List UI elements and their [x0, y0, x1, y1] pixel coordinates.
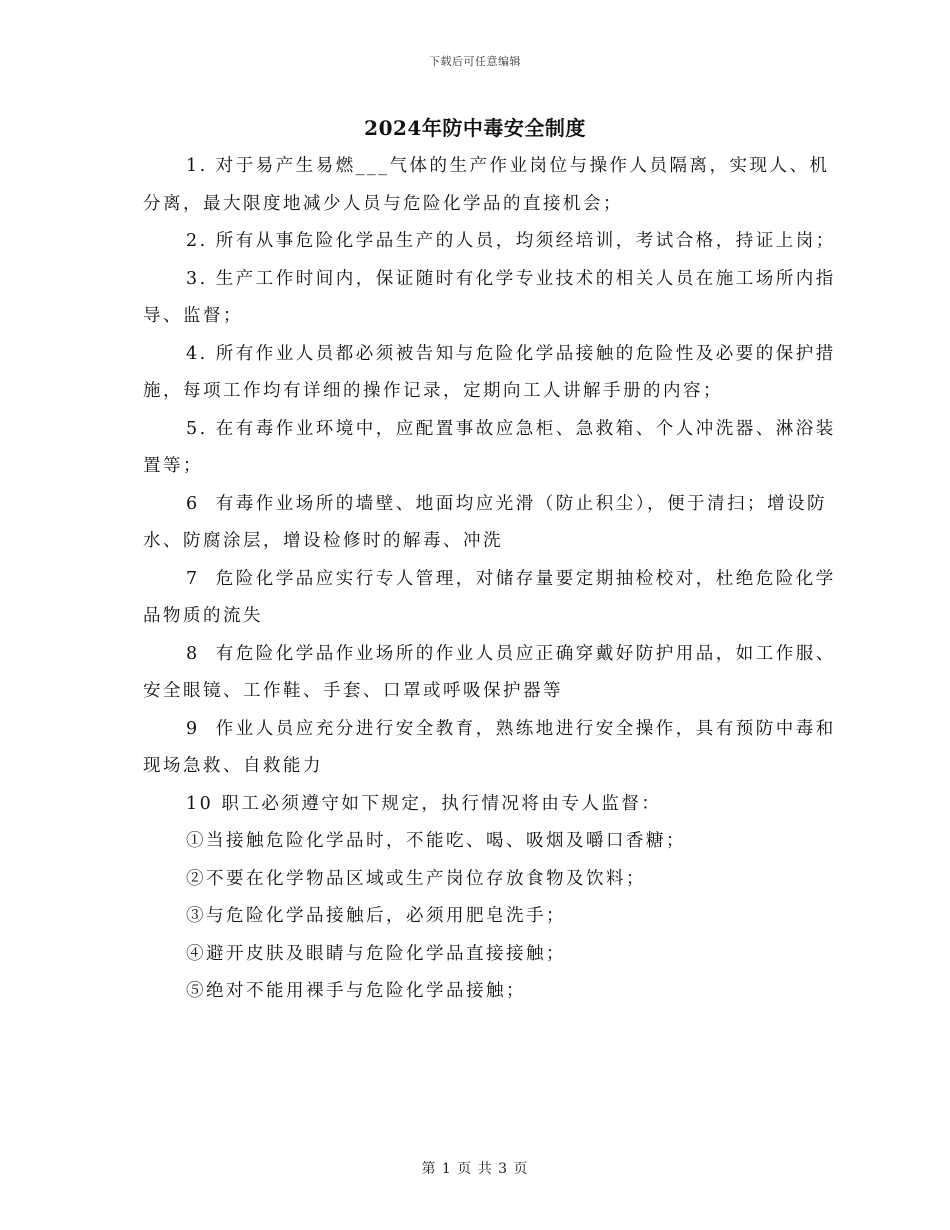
rule-item-4: ④避开皮肤及眼睛与危险化学品直接接触； [186, 943, 566, 964]
paragraph-9: 9 作业人员应充分进行安全教育，熟练地进行安全操作，具有预防中毒和现场急救、自救能力 [143, 718, 836, 776]
document-body [143, 148, 843, 1011]
paragraph-8: 8 有危险化学品作业场所的作业人员应正确穿戴好防护用品，如工作服、安全眼镜、工作鞋、手套、口罩或呼吸保护器等 [143, 643, 836, 701]
rule-item-5: ⑤绝对不能用裸手与危险化学品接触； [186, 981, 526, 1001]
page-number-footer: 第 1 页 共 3 页 [421, 1161, 529, 1177]
paragraph-1: 1. 对于易产生易燃___气体的生产作业岗位与操作人员隔离，实现人、机分离，最大限度地减少人员与危险化学品的直接机会； [143, 156, 830, 214]
paragraph-2: 2. 所有从事危险化学品生产的人员，均须经培训，考试合格，持证上岗； [186, 231, 836, 251]
paragraph-7: 7 危险化学品应实行专人管理，对储存量要定期抽检校对，杜绝危险化学品物质的流失 [143, 568, 836, 626]
rule-item-1: ①当接触危险化学品时，不能吃、喝、吸烟及嚼口香糖； [186, 831, 686, 851]
paragraph-3: 3. 生产工作时间内，保证随时有化学专业技术的相关人员在施工场所内指导、监督； [143, 268, 836, 326]
header-note: 下载后可任意编辑 [429, 55, 521, 68]
rule-item-3: ③与危险化学品接触后，必须用肥皂洗手； [186, 906, 566, 926]
document-title: 2024年防中毒安全制度 [364, 116, 586, 140]
rule-item-2: ②不要在化学物品区域或生产岗位存放食物及饮料； [186, 868, 646, 889]
paragraph-10: 10 职工必须遵守如下规定，执行情况将由专人监督： [186, 793, 662, 814]
paragraph-5: 5. 在有毒作业环境中，应配置事故应急柜、急救箱、个人冲洗器、淋浴装置等； [143, 418, 836, 476]
paragraph-4: 4. 所有作业人员都必须被告知与危险化学品接触的危险性及必要的保护措施，每项工作均有详细的操作记录，定期向工人讲解手册的内容； [143, 343, 836, 401]
paragraph-6: 6 有毒作业场所的墙壁、地面均应光滑（防止积尘），便于清扫；增设防水、防腐涂层，增设检修时的解毒、冲洗 [143, 493, 828, 551]
